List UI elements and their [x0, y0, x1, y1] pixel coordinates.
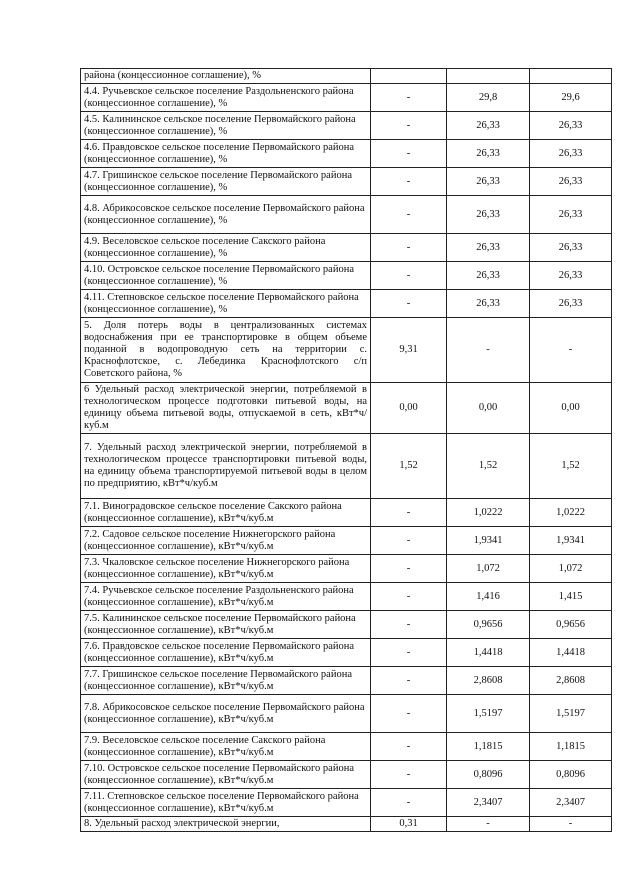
table-row: [81, 527, 612, 555]
value-year-2: 0,8096: [530, 761, 612, 789]
row-label: 4.5. Калининское сельское поселение Первомайского района (концессионное соглашение), %: [81, 112, 371, 140]
base-value: -: [371, 196, 447, 234]
base-value: -: [371, 140, 447, 168]
base-value: -: [371, 234, 447, 262]
table-row: [81, 112, 612, 140]
value-year-1: 0,00: [447, 383, 530, 434]
table-row: [81, 168, 612, 196]
value-year-2: 29,6: [530, 84, 612, 112]
value-year-2: 26,33: [530, 290, 612, 318]
value-year-2: 1,4418: [530, 639, 612, 667]
base-value: -: [371, 84, 447, 112]
value-year-2: 26,33: [530, 262, 612, 290]
table-row: [81, 262, 612, 290]
value-year-1: 26,33: [447, 234, 530, 262]
table-row: [81, 583, 612, 611]
row-label: 4.6. Правдовское сельское поселение Первомайского района (концессионное соглашение), %: [81, 140, 371, 168]
value-year-1: 1,5197: [447, 695, 530, 733]
value-year-2: 2,8608: [530, 667, 612, 695]
value-year-1: 26,33: [447, 112, 530, 140]
base-value: -: [371, 761, 447, 789]
value-year-1: 29,8: [447, 84, 530, 112]
table-row: [81, 611, 612, 639]
table-row: [81, 761, 612, 789]
row-label: 7.1. Виноградовское сельское поселение Сакского района (концессионное соглашение), кВт*ч/куб.м: [81, 499, 371, 527]
table-row: [81, 695, 612, 733]
value-year-1: 26,33: [447, 262, 530, 290]
table-row: [81, 733, 612, 761]
value-year-1: 2,3407: [447, 789, 530, 817]
base-value: -: [371, 112, 447, 140]
base-value: -: [371, 499, 447, 527]
value-year-1: 1,416: [447, 583, 530, 611]
row-label: 4.11. Степновское сельское поселение Первомайского района (концессионное соглашение), %: [81, 290, 371, 318]
row-label: 7. Удельный расход электрической энергии, потребляемой в технологическом процессе транспортировки питьевой воды, на единицу объема транспортируемой питьевой воды в целом по предприятию, кВт*ч/куб.м: [81, 434, 371, 499]
base-value: -: [371, 639, 447, 667]
table-row: [81, 140, 612, 168]
table-row: [81, 383, 612, 434]
table-row: [81, 817, 612, 832]
value-year-1: 1,9341: [447, 527, 530, 555]
table-row: [81, 234, 612, 262]
base-value: 1,52: [371, 434, 447, 499]
value-year-2: 26,33: [530, 112, 612, 140]
row-label: 5. Доля потерь воды в централизованных системах водоснабжения при ее транспортировке в общем объеме поданной в водопроводную сеть на территории с. Краснофлотское, с. Лебединка Краснофлотского с/п Советского района, %: [81, 318, 371, 383]
row-label: 7.8. Абрикосовское сельское поселение Первомайского района (концессионное соглашение), кВт*ч/куб.м: [81, 695, 371, 733]
base-value: -: [371, 290, 447, 318]
base-value: -: [371, 667, 447, 695]
base-value: 0,31: [371, 817, 447, 832]
value-year-1: 0,8096: [447, 761, 530, 789]
value-year-1: -: [447, 318, 530, 383]
value-year-2: 0,9656: [530, 611, 612, 639]
indicators-table: [80, 68, 612, 832]
value-year-2: 26,33: [530, 196, 612, 234]
value-year-2: 1,5197: [530, 695, 612, 733]
table-row: [81, 667, 612, 695]
row-label: 7.9. Веселовское сельское поселение Сакского района (концессионное соглашение), кВт*ч/куб.м: [81, 733, 371, 761]
base-value: -: [371, 733, 447, 761]
value-year-2: 2,3407: [530, 789, 612, 817]
table-row: [81, 69, 612, 84]
value-year-2: -: [530, 817, 612, 832]
base-value: -: [371, 695, 447, 733]
value-year-2: 1,9341: [530, 527, 612, 555]
value-year-2: 26,33: [530, 140, 612, 168]
value-year-1: 1,1815: [447, 733, 530, 761]
value-year-2: 0,00: [530, 383, 612, 434]
row-label: 7.2. Садовое сельское поселение Нижнегорского района (концессионное соглашение), кВт*ч/куб.м: [81, 527, 371, 555]
table-row: [81, 318, 612, 383]
row-label: 4.10. Островское сельское поселение Первомайского района (концессионное соглашение), %: [81, 262, 371, 290]
base-value: -: [371, 611, 447, 639]
value-year-2: 26,33: [530, 168, 612, 196]
value-year-1: 26,33: [447, 140, 530, 168]
row-label: 4.7. Гришинское сельское поселение Первомайского района (концессионное соглашение), %: [81, 168, 371, 196]
base-value: 9,31: [371, 318, 447, 383]
value-year-1: 26,33: [447, 168, 530, 196]
row-label: 7.3. Чкаловское сельское поселение Нижнегорского района (концессионное соглашение), кВт*ч/куб.м: [81, 555, 371, 583]
value-year-2: 26,33: [530, 234, 612, 262]
value-year-1: 1,52: [447, 434, 530, 499]
table-row: [81, 84, 612, 112]
row-label: 7.7. Гришинское сельское поселение Первомайского района (концессионное соглашение), кВт*ч/куб.м: [81, 667, 371, 695]
table-row: [81, 196, 612, 234]
value-year-1: 0,9656: [447, 611, 530, 639]
base-value: [371, 69, 447, 84]
row-label: 6 Удельный расход электрической энергии, потребляемой в технологическом процессе подготовки питьевой воды, на единицу объема питьевой воды, отпускаемой в сеть, кВт*ч/куб.м: [81, 383, 371, 434]
value-year-2: 1,0222: [530, 499, 612, 527]
base-value: -: [371, 527, 447, 555]
value-year-1: 1,0222: [447, 499, 530, 527]
base-value: -: [371, 555, 447, 583]
table-row: [81, 290, 612, 318]
value-year-1: 1,072: [447, 555, 530, 583]
table-row: [81, 434, 612, 499]
base-value: -: [371, 168, 447, 196]
table-row: [81, 555, 612, 583]
value-year-2: 1,072: [530, 555, 612, 583]
value-year-2: -: [530, 318, 612, 383]
value-year-1: -: [447, 817, 530, 832]
row-label: 4.4. Ручьевское сельское поселение Раздольненского района (концессионное соглашение), %: [81, 84, 371, 112]
value-year-1: 2,8608: [447, 667, 530, 695]
row-label: 4.8. Абрикосовское сельское поселение Первомайского района (концессионное соглашение), %: [81, 196, 371, 234]
row-label: района (концессионное соглашение), %: [81, 69, 371, 84]
row-label: 8. Удельный расход электрической энергии,: [81, 817, 371, 832]
value-year-1: 26,33: [447, 290, 530, 318]
value-year-1: [447, 69, 530, 84]
row-label: 7.10. Островское сельское поселение Первомайского района (концессионное соглашение), кВт*ч/куб.м: [81, 761, 371, 789]
row-label: 7.6. Правдовское сельское поселение Первомайского района (концессионное соглашение), кВт*ч/куб.м: [81, 639, 371, 667]
row-label: 7.11. Степновское сельское поселение Первомайского района (концессионное соглашение), кВт*ч/куб.м: [81, 789, 371, 817]
row-label: 7.5. Калининское сельское поселение Первомайского района (концессионное соглашение), кВт*ч/куб.м: [81, 611, 371, 639]
table-row: [81, 499, 612, 527]
indicators-table-body: [81, 69, 612, 832]
value-year-2: 1,52: [530, 434, 612, 499]
row-label: 7.4. Ручьевское сельское поселение Раздольненского района (концессионное соглашение), кВт*ч/куб.м: [81, 583, 371, 611]
value-year-2: 1,1815: [530, 733, 612, 761]
value-year-1: 1,4418: [447, 639, 530, 667]
value-year-2: 1,415: [530, 583, 612, 611]
value-year-1: 26,33: [447, 196, 530, 234]
base-value: -: [371, 583, 447, 611]
table-row: [81, 789, 612, 817]
base-value: 0,00: [371, 383, 447, 434]
base-value: -: [371, 789, 447, 817]
value-year-2: [530, 69, 612, 84]
base-value: -: [371, 262, 447, 290]
row-label: 4.9. Веселовское сельское поселение Сакского района (концессионное соглашение), %: [81, 234, 371, 262]
table-row: [81, 639, 612, 667]
